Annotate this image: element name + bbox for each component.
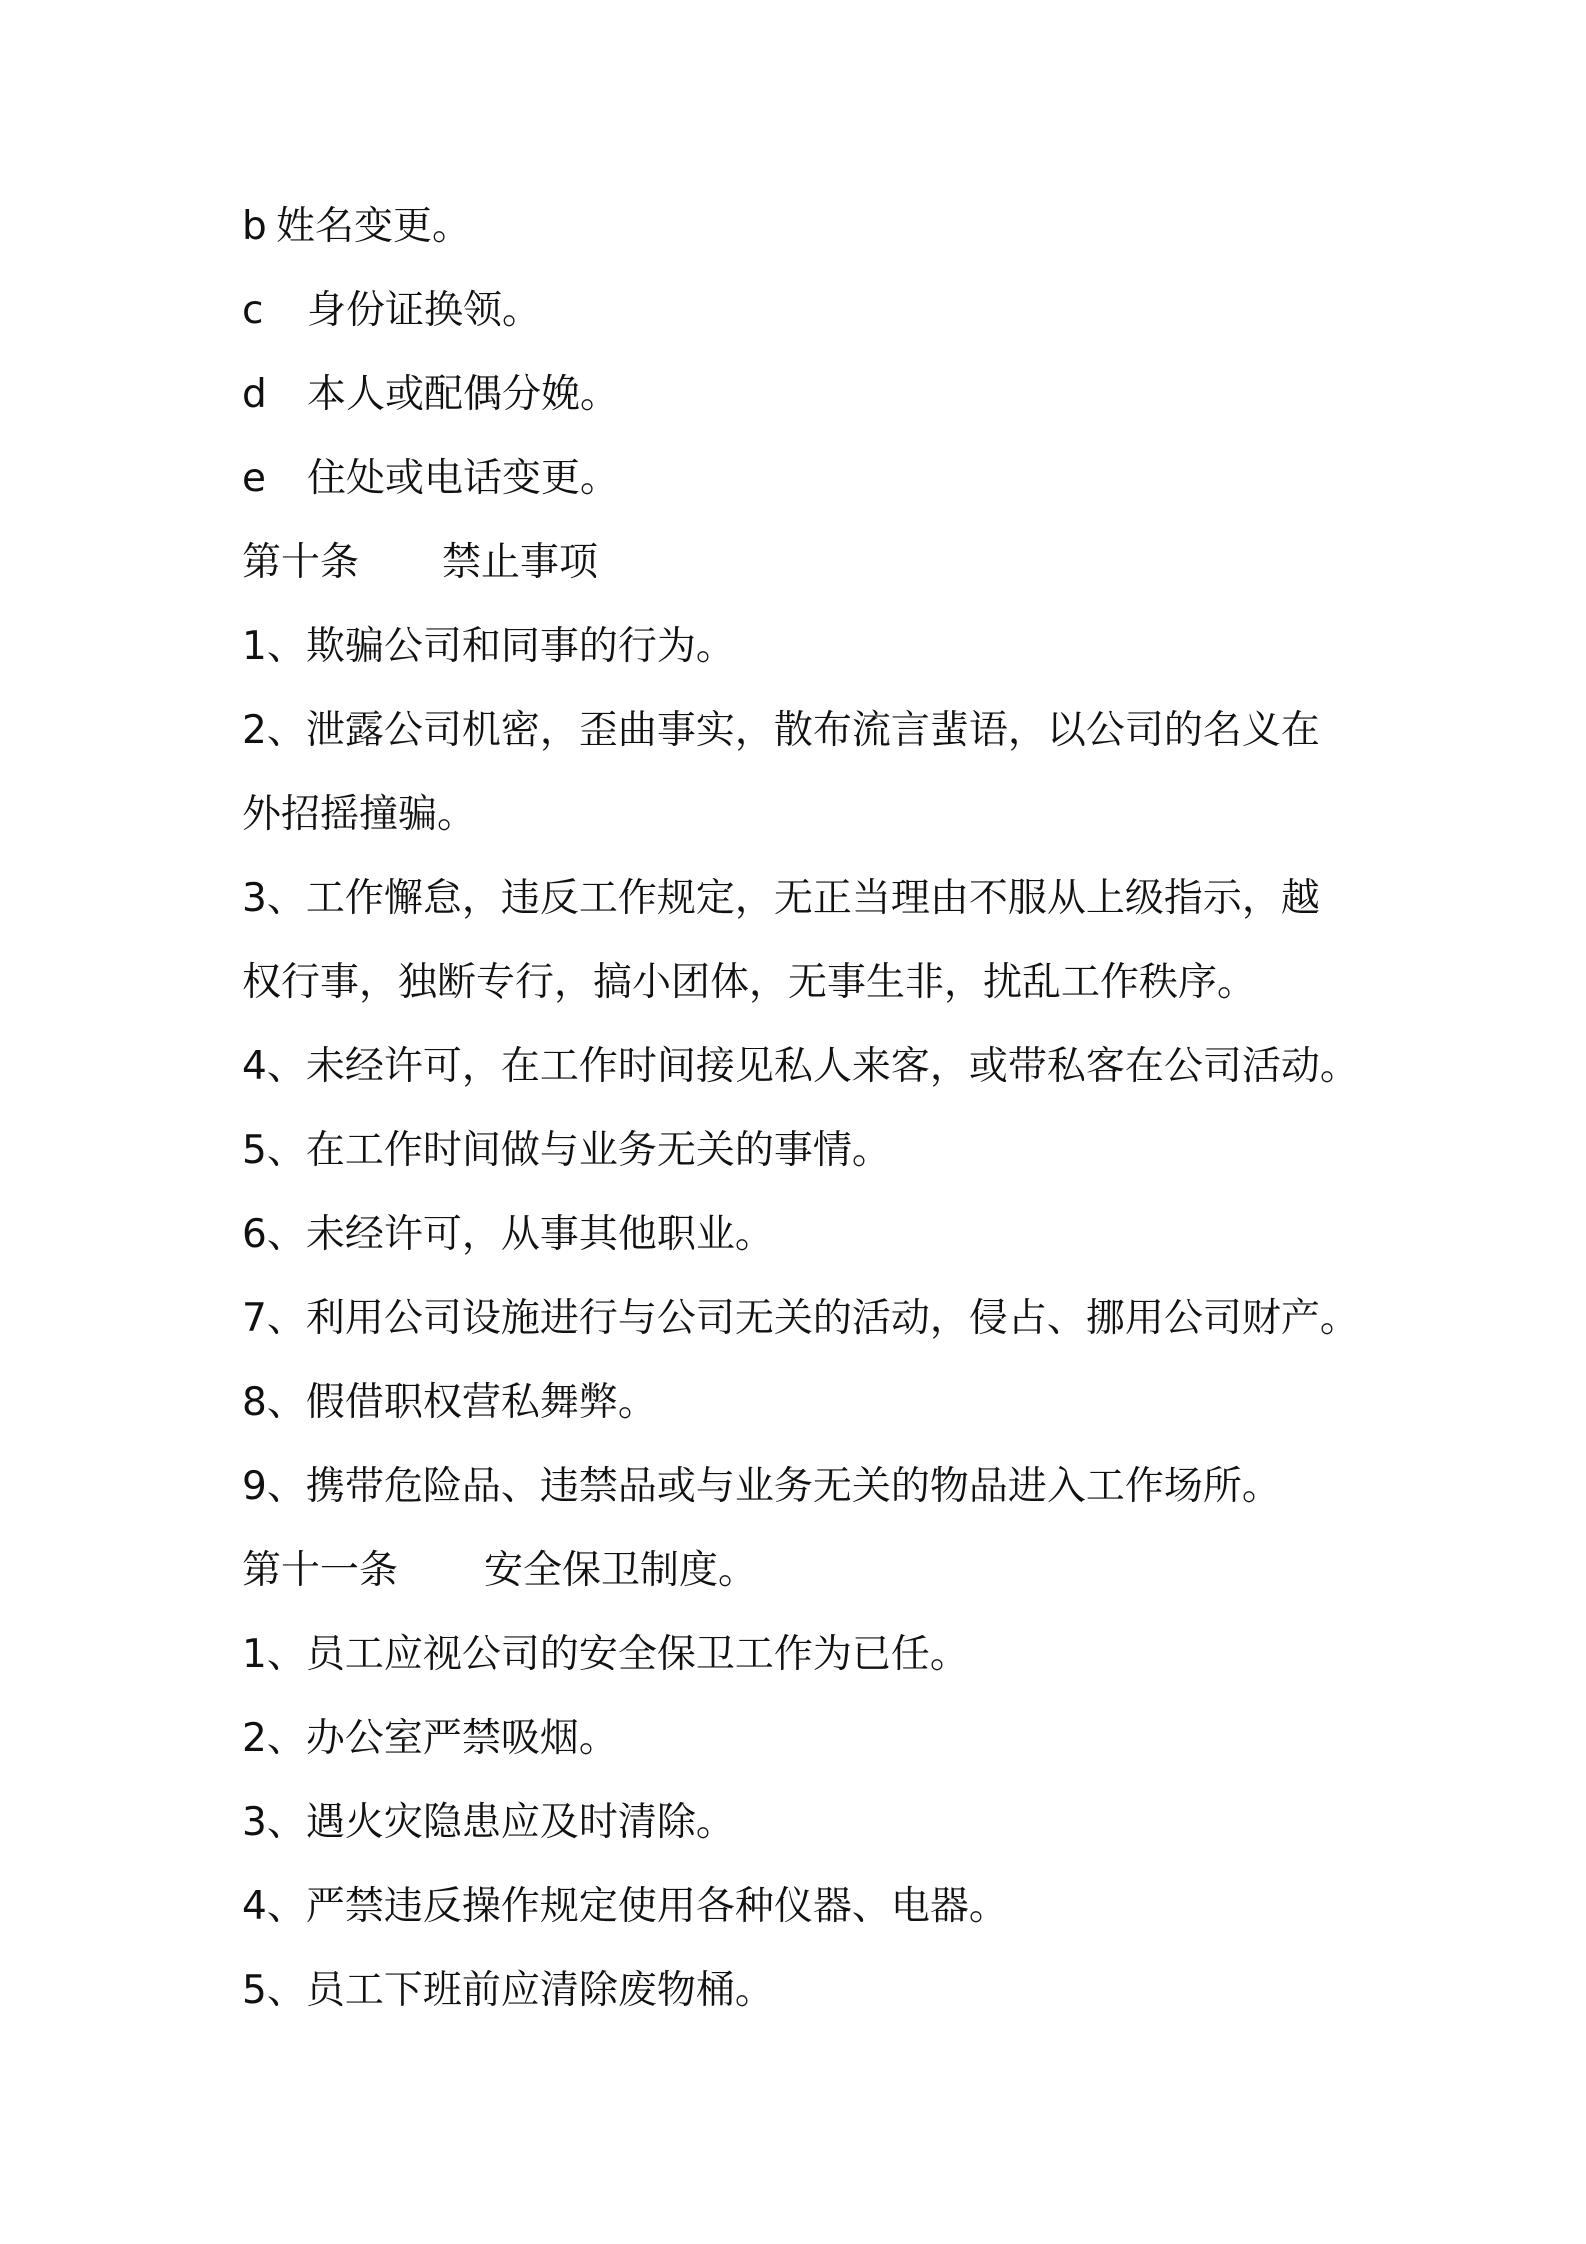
article-10-heading (242, 538, 598, 588)
list-item-d (242, 370, 619, 420)
article-10-item: 9、携带危险品、违禁品或与业务无关的物品进入工作场所。 (242, 1464, 1281, 1509)
article-number: 第十条 (242, 540, 360, 585)
article-10-item: 3、工作懈怠，违反工作规定，无正当理由不服从上级指示，越 (242, 876, 1320, 921)
list-marker: d (242, 372, 267, 417)
article-title: 安全保卫制度。 (484, 1548, 758, 1593)
article-10-item: 1、欺骗公司和同事的行为。 (242, 624, 735, 669)
list-item-text: 姓名变更。 (276, 204, 472, 249)
article-10-item: 8、假借职权营私舞弊。 (242, 1380, 657, 1425)
article-11-item: 5、员工下班前应清除废物桶。 (242, 1968, 774, 2013)
article-10-item: 4、未经许可，在工作时间接见私人来客，或带私客在公司活动。 (242, 1044, 1359, 1089)
article-11-item: 2、办公室严禁吸烟。 (242, 1716, 618, 1761)
article-10-item-continuation: 外招摇撞骗。 (242, 792, 477, 837)
article-10-item: 5、在工作时间做与业务无关的事情。 (242, 1128, 891, 1173)
article-11-item: 1、员工应视公司的安全保卫工作为已任。 (242, 1632, 969, 1677)
article-title: 禁止事项 (442, 540, 599, 585)
list-marker: b (242, 204, 267, 249)
article-10-item-continuation: 权行事，独断专行，搞小团体，无事生非，扰乱工作秩序。 (242, 960, 1257, 1005)
article-number: 第十一条 (242, 1548, 399, 1593)
article-11-item: 4、严禁违反操作规定使用各种仪器、电器。 (242, 1884, 1008, 1929)
article-10-item: 2、泄露公司机密，歪曲事实，散布流言蜚语，以公司的名义在 (242, 708, 1320, 753)
list-item-b (242, 202, 471, 252)
list-item-text: 身份证换领。 (307, 288, 542, 333)
article-11-heading (242, 1546, 757, 1596)
list-item-text: 住处或电话变更。 (307, 456, 620, 501)
article-10-item: 6、未经许可，从事其他职业。 (242, 1212, 774, 1257)
list-item-e (242, 454, 619, 504)
list-item-c (242, 286, 541, 336)
article-11-item: 3、遇火灾隐患应及时清除。 (242, 1800, 735, 1845)
list-marker: c (242, 288, 264, 333)
list-marker: e (242, 456, 266, 501)
article-10-item: 7、利用公司设施进行与公司无关的活动，侵占、挪用公司财产。 (242, 1296, 1359, 1341)
list-item-text: 本人或配偶分娩。 (307, 372, 620, 417)
